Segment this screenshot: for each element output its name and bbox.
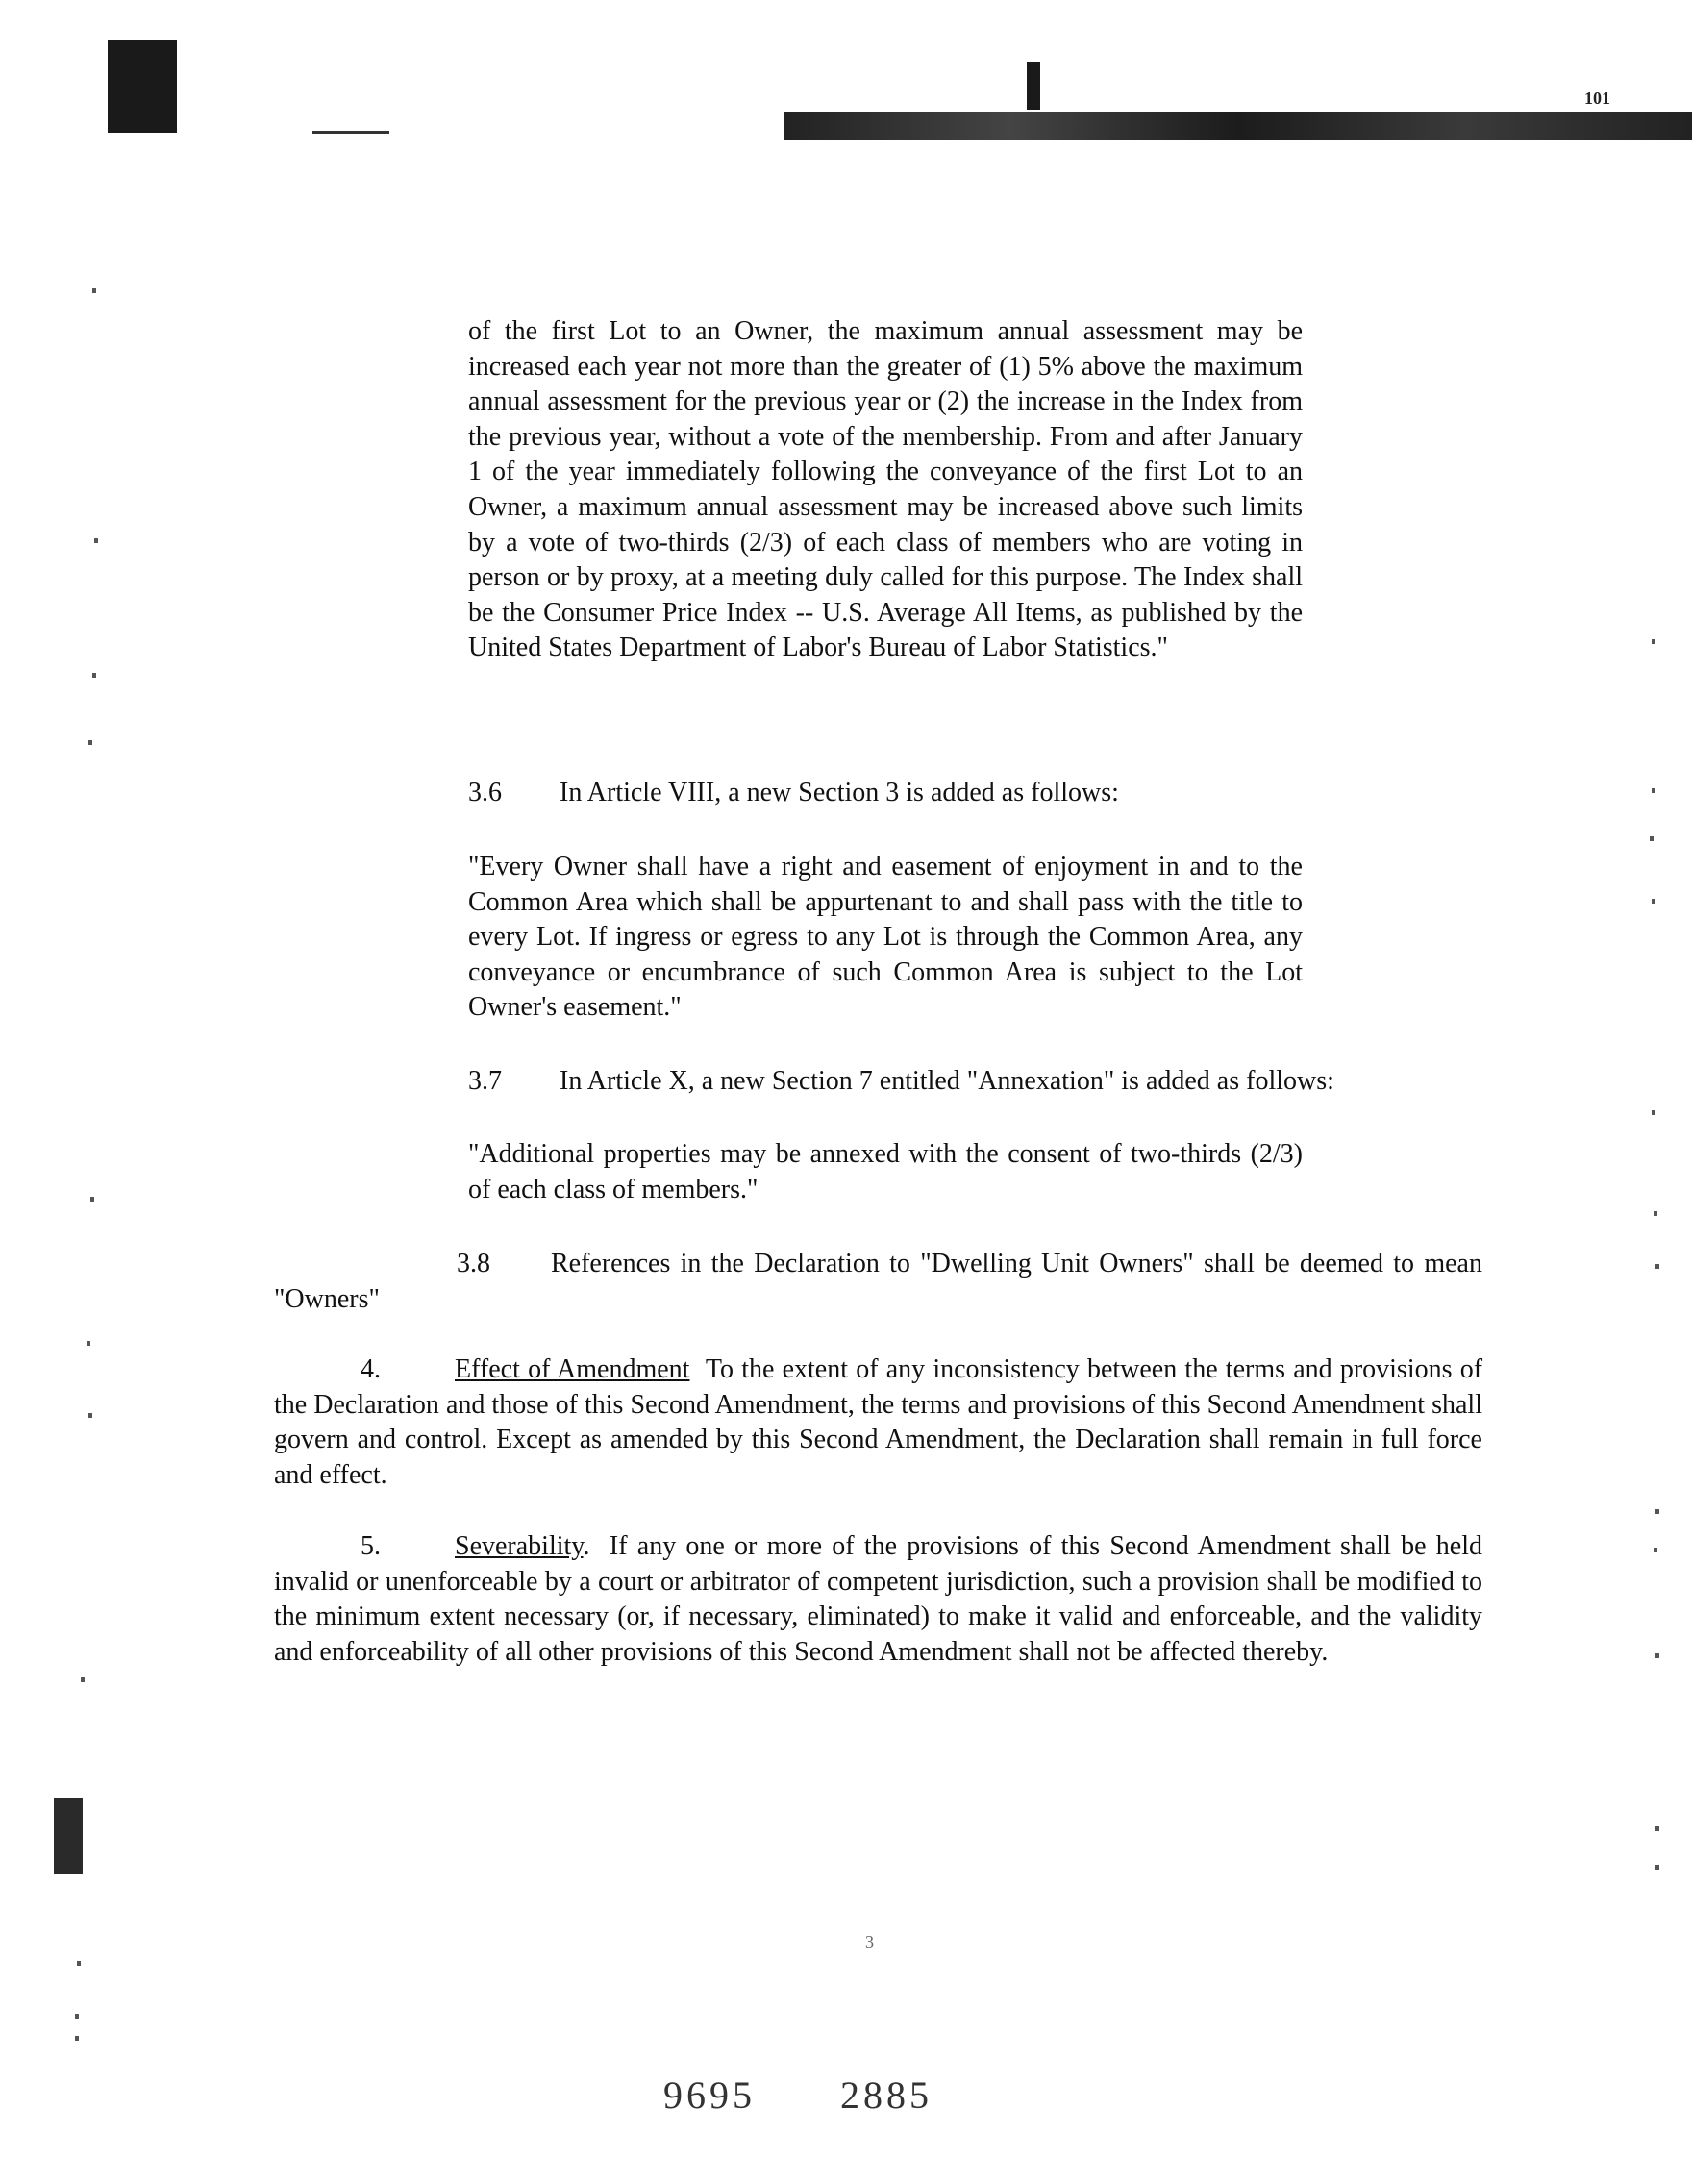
heading-separator — [689, 1354, 705, 1384]
page-stamp-number: 2885 — [840, 2073, 933, 2117]
section-3-7-quote-text: "Additional properties may be annexed with the consent of two-thirds (2/3) of each class of members." — [468, 1139, 1303, 1204]
scan-artifact-top-right-notch — [1027, 62, 1040, 110]
margin-speck — [1655, 1509, 1659, 1514]
margin-speck — [1654, 1548, 1657, 1552]
margin-speck — [1655, 1826, 1659, 1831]
corner-mark: 101 — [1584, 88, 1610, 108]
margin-speck — [1655, 1653, 1659, 1658]
margin-speck — [92, 673, 96, 678]
margin-speck — [1650, 836, 1654, 841]
section-3-6-quote — [468, 850, 1303, 1026]
margin-speck — [75, 2014, 79, 2019]
scan-artifact-top-right-bar — [784, 112, 1692, 140]
margin-speck — [1652, 788, 1655, 793]
section-3-6-quote-text: "Every Owner shall have a right and easement of enjoyment in and to the Common Area which shall be appurtenant to and shall pass with the title to every Lot. If ingress or egress to any Lot is through the Common Area, any conveyance or encumbrance of such Common Area is subject to the Lot Owner's easement." — [468, 852, 1303, 1023]
scan-artifact-top-left-line — [312, 131, 389, 134]
book-number: 9695 — [663, 2073, 756, 2117]
margin-speck — [75, 2036, 79, 2041]
section-text: If any one or more of the provisions of this Second Amendment shall be held invalid or unenforceable by a court or arbitrator of competent jurisdiction, such a provision shall be modified to the minimum extent necessary (or, if necessary, eliminated) to make it valid and enforceable, and the validity and enforceability of all other provisions of this Second Amendment shall not be affected thereby. — [274, 1531, 1482, 1667]
margin-speck — [1652, 1110, 1655, 1115]
section-3-7 — [468, 1064, 1487, 1100]
section-text: To the extent of any inconsistency between the terms and provisions of the Declaration and those of this Second Amendment, the terms and provisions of this Second Amendment shall govern and control. Except as amended by this Second Amendment, the Declaration shall remain in full force and effect. — [274, 1354, 1483, 1490]
margin-speck — [1652, 639, 1655, 644]
margin-speck — [1655, 1264, 1659, 1269]
margin-speck — [81, 1677, 85, 1682]
section-3-6 — [468, 776, 1303, 811]
section-number: 3.6 — [468, 778, 502, 807]
recording-stamp — [663, 2072, 933, 2118]
section-5 — [274, 1529, 1482, 1670]
margin-speck — [77, 1961, 81, 1966]
margin-speck — [1654, 1211, 1657, 1216]
margin-speck — [1655, 1865, 1659, 1870]
margin-speck — [90, 1197, 94, 1202]
margin-speck — [87, 1341, 90, 1346]
section-number: 5. — [361, 1531, 381, 1561]
section-text: In Article X, a new Section 7 entitled "Annexation" is added as follows: — [560, 1066, 1334, 1096]
margin-speck — [88, 1413, 92, 1418]
section-number: 4. — [361, 1354, 381, 1384]
section-heading: Severability — [455, 1531, 584, 1561]
section-text: In Article VIII, a new Section 3 is added as follows: — [560, 778, 1119, 807]
scan-artifact-left-margin — [54, 1798, 83, 1874]
section-text: References in the Declaration to "Dwelling Unit Owners" shall be deemed to mean "Owners" — [274, 1249, 1482, 1314]
scan-artifact-top-left — [108, 40, 177, 133]
section-3-8 — [274, 1247, 1482, 1317]
section-number: 3.7 — [468, 1066, 502, 1096]
heading-separator: . — [583, 1531, 610, 1561]
margin-speck — [94, 538, 98, 543]
margin-speck — [92, 288, 96, 293]
section-heading: Effect of Amendment — [455, 1354, 690, 1384]
page-number: 3 — [865, 1932, 874, 1951]
margin-speck — [88, 740, 92, 745]
continued-quote — [468, 314, 1303, 666]
section-number: 3.8 — [457, 1249, 490, 1278]
section-4 — [274, 1353, 1482, 1493]
section-3-7-quote — [468, 1137, 1303, 1207]
continued-quote-text: of the first Lot to an Owner, the maximum annual assessment may be increased each year not more than the greater of (1) 5% above the maximum annual assessment for the previous year or (2) the increase in the Index from the previous year, without a vote of the membership. From and after January 1 of the year immediately following the conveyance of the first Lot to an Owner, a maximum annual assessment may be increased above such limits by a vote of two-thirds (2/3) of each class of members who are voting in person or by proxy, at a meeting duly called for this purpose. The Index shall be the Consumer Price Index -- U.S. Average All Items, as published by the United States Department of Labor's Bureau of Labor Statistics." — [468, 316, 1303, 663]
margin-speck — [1652, 899, 1655, 904]
